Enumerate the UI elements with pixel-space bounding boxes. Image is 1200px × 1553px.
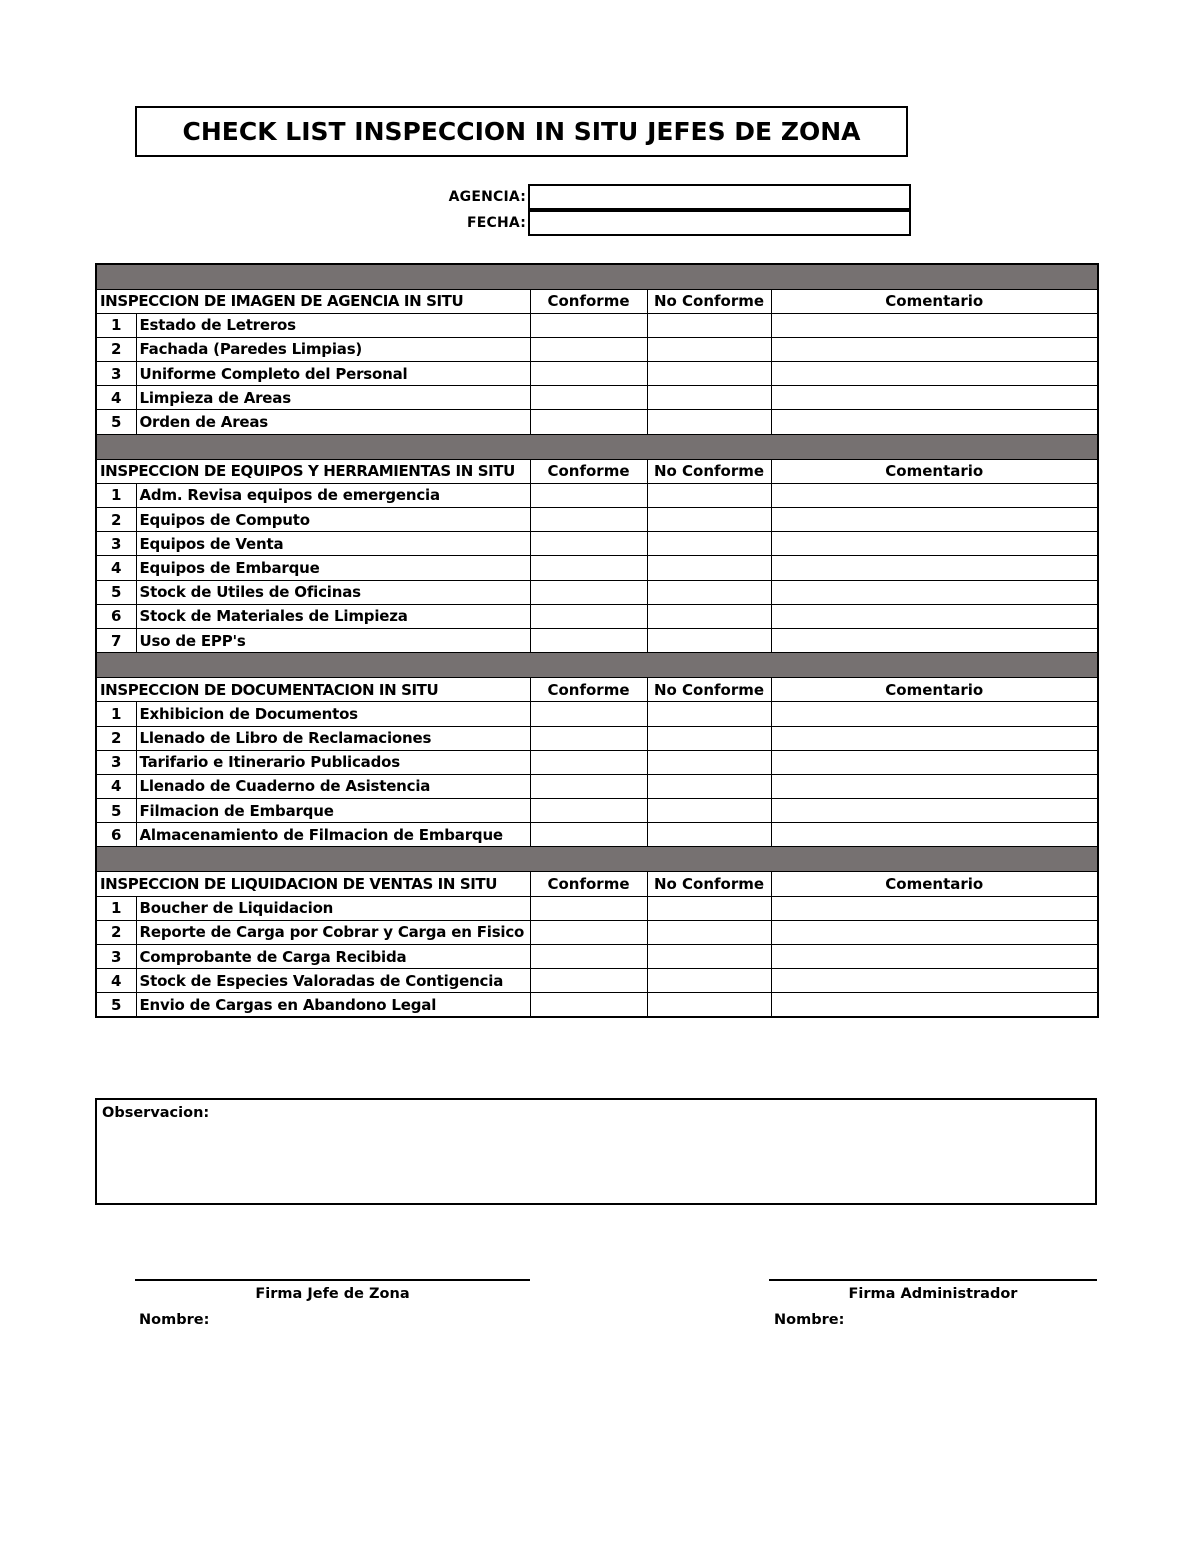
checklist-row [96, 313, 1098, 337]
checklist-row [96, 920, 1098, 944]
item-label: Orden de Areas [136, 410, 530, 434]
conforme-cell[interactable] [530, 556, 647, 580]
checklist-row [96, 969, 1098, 993]
item-label: Llenado de Cuaderno de Asistencia [136, 774, 530, 798]
item-number: 4 [96, 774, 136, 798]
no-conforme-cell[interactable] [647, 337, 771, 361]
column-header-no-conforme: No Conforme [647, 678, 771, 702]
item-number: 4 [96, 386, 136, 410]
conforme-cell[interactable] [530, 604, 647, 628]
item-label: Stock de Utiles de Oficinas [136, 580, 530, 604]
item-number: 1 [96, 313, 136, 337]
checklist-row [96, 580, 1098, 604]
comentario-cell[interactable] [771, 750, 1098, 774]
checklist-row [96, 702, 1098, 726]
section-header-row [96, 678, 1098, 702]
observacion-box[interactable] [95, 1098, 1097, 1205]
conforme-cell[interactable] [530, 628, 647, 652]
checklist-table [95, 263, 1099, 1018]
column-header-conforme: Conforme [530, 459, 647, 483]
no-conforme-cell[interactable] [647, 386, 771, 410]
section-header-row [96, 872, 1098, 896]
no-conforme-cell[interactable] [647, 945, 771, 969]
comentario-cell[interactable] [771, 362, 1098, 386]
item-number: 6 [96, 604, 136, 628]
checklist-row [96, 774, 1098, 798]
section-header-row [96, 459, 1098, 483]
agencia-label: AGENCIA: [448, 189, 526, 205]
no-conforme-cell[interactable] [647, 750, 771, 774]
checklist-row [96, 750, 1098, 774]
comentario-cell[interactable] [771, 799, 1098, 823]
item-label: Stock de Especies Valoradas de Contigencia [136, 969, 530, 993]
conforme-cell[interactable] [530, 532, 647, 556]
item-number: 5 [96, 993, 136, 1017]
item-label: Envio de Cargas en Abandono Legal [136, 993, 530, 1017]
signature-line-admin [769, 1279, 1097, 1281]
conforme-cell[interactable] [530, 969, 647, 993]
item-label: Equipos de Venta [136, 532, 530, 556]
no-conforme-cell[interactable] [647, 580, 771, 604]
conforme-cell[interactable] [530, 823, 647, 847]
no-conforme-cell[interactable] [647, 823, 771, 847]
item-number: 3 [96, 945, 136, 969]
column-header-comentario: Comentario [771, 872, 1098, 896]
comentario-cell[interactable] [771, 726, 1098, 750]
comentario-cell[interactable] [771, 386, 1098, 410]
checklist-row [96, 945, 1098, 969]
signature-line-jefe [135, 1279, 530, 1281]
no-conforme-cell[interactable] [647, 774, 771, 798]
no-conforme-cell[interactable] [647, 483, 771, 507]
comentario-cell[interactable] [771, 774, 1098, 798]
comentario-cell[interactable] [771, 483, 1098, 507]
fecha-label: FECHA: [466, 215, 526, 231]
item-label: Equipos de Embarque [136, 556, 530, 580]
signature-caption-admin: Firma Administrador [848, 1286, 1018, 1302]
item-number: 4 [96, 969, 136, 993]
checklist-row [96, 604, 1098, 628]
item-number: 2 [96, 337, 136, 361]
section-band [96, 653, 1098, 678]
conforme-cell[interactable] [530, 993, 647, 1017]
comentario-cell[interactable] [771, 604, 1098, 628]
item-label: Equipos de Computo [136, 508, 530, 532]
comentario-cell[interactable] [771, 920, 1098, 944]
column-header-comentario: Comentario [771, 678, 1098, 702]
no-conforme-cell[interactable] [647, 896, 771, 920]
checklist-row [96, 823, 1098, 847]
no-conforme-cell[interactable] [647, 993, 771, 1017]
agencia-field[interactable] [528, 184, 911, 210]
item-label: Llenado de Libro de Reclamaciones [136, 726, 530, 750]
comentario-cell[interactable] [771, 556, 1098, 580]
no-conforme-cell[interactable] [647, 556, 771, 580]
item-label: Filmacion de Embarque [136, 799, 530, 823]
item-label: Boucher de Liquidacion [136, 896, 530, 920]
no-conforme-cell[interactable] [647, 969, 771, 993]
no-conforme-cell[interactable] [647, 362, 771, 386]
conforme-cell[interactable] [530, 726, 647, 750]
comentario-cell[interactable] [771, 532, 1098, 556]
comentario-cell[interactable] [771, 945, 1098, 969]
item-label: Estado de Letreros [136, 313, 530, 337]
checklist-row [96, 799, 1098, 823]
section-band [96, 847, 1098, 872]
item-number: 1 [96, 702, 136, 726]
column-header-no-conforme: No Conforme [647, 872, 771, 896]
conforme-cell[interactable] [530, 920, 647, 944]
item-label: Uso de EPP's [136, 628, 530, 652]
column-header-conforme: Conforme [530, 872, 647, 896]
comentario-cell[interactable] [771, 313, 1098, 337]
comentario-cell[interactable] [771, 969, 1098, 993]
checklist-row [96, 726, 1098, 750]
item-label: Limpieza de Areas [136, 386, 530, 410]
no-conforme-cell[interactable] [647, 920, 771, 944]
column-header-no-conforme: No Conforme [647, 459, 771, 483]
item-label: Exhibicion de Documentos [136, 702, 530, 726]
no-conforme-cell[interactable] [647, 628, 771, 652]
section-band-cell [96, 434, 1098, 459]
item-number: 4 [96, 556, 136, 580]
comentario-cell[interactable] [771, 628, 1098, 652]
no-conforme-cell[interactable] [647, 799, 771, 823]
checklist-row [96, 410, 1098, 434]
item-label: Uniforme Completo del Personal [136, 362, 530, 386]
checklist-row [96, 993, 1098, 1017]
section-band-cell [96, 653, 1098, 678]
comentario-cell[interactable] [771, 993, 1098, 1017]
signature-caption-jefe: Firma Jefe de Zona [255, 1286, 410, 1302]
item-label: Fachada (Paredes Limpias) [136, 337, 530, 361]
section-title: INSPECCION DE LIQUIDACION DE VENTAS IN SITU [96, 872, 530, 896]
conforme-cell[interactable] [530, 896, 647, 920]
item-number: 2 [96, 920, 136, 944]
conforme-cell[interactable] [530, 386, 647, 410]
conforme-cell[interactable] [530, 702, 647, 726]
comentario-cell[interactable] [771, 337, 1098, 361]
section-title: INSPECCION DE IMAGEN DE AGENCIA IN SITU [96, 289, 530, 313]
conforme-cell[interactable] [530, 410, 647, 434]
checklist-row [96, 532, 1098, 556]
column-header-comentario: Comentario [771, 289, 1098, 313]
conforme-cell[interactable] [530, 580, 647, 604]
comentario-cell[interactable] [771, 580, 1098, 604]
item-number: 2 [96, 726, 136, 750]
conforme-cell[interactable] [530, 750, 647, 774]
section-header-row [96, 289, 1098, 313]
item-label: Tarifario e Itinerario Publicados [136, 750, 530, 774]
comentario-cell[interactable] [771, 410, 1098, 434]
conforme-cell[interactable] [530, 508, 647, 532]
item-number: 1 [96, 483, 136, 507]
item-number: 7 [96, 628, 136, 652]
section-band [96, 434, 1098, 459]
nombre-label-admin: Nombre: [774, 1312, 845, 1328]
item-label: Comprobante de Carga Recibida [136, 945, 530, 969]
item-label: Adm. Revisa equipos de emergencia [136, 483, 530, 507]
no-conforme-cell[interactable] [647, 313, 771, 337]
item-label: Reporte de Carga por Cobrar y Carga en Fisico [136, 920, 530, 944]
comentario-cell[interactable] [771, 896, 1098, 920]
no-conforme-cell[interactable] [647, 532, 771, 556]
column-header-comentario: Comentario [771, 459, 1098, 483]
no-conforme-cell[interactable] [647, 702, 771, 726]
item-number: 3 [96, 750, 136, 774]
checklist-row [96, 556, 1098, 580]
checklist-row [96, 483, 1098, 507]
conforme-cell[interactable] [530, 945, 647, 969]
conforme-cell[interactable] [530, 313, 647, 337]
item-label: Almacenamiento de Filmacion de Embarque [136, 823, 530, 847]
item-number: 3 [96, 362, 136, 386]
no-conforme-cell[interactable] [647, 604, 771, 628]
checklist-row [96, 508, 1098, 532]
item-label: Stock de Materiales de Limpieza [136, 604, 530, 628]
no-conforme-cell[interactable] [647, 508, 771, 532]
section-band-cell [96, 264, 1098, 289]
conforme-cell[interactable] [530, 362, 647, 386]
comentario-cell[interactable] [771, 702, 1098, 726]
item-number: 5 [96, 580, 136, 604]
section-title: INSPECCION DE DOCUMENTACION IN SITU [96, 678, 530, 702]
conforme-cell[interactable] [530, 774, 647, 798]
no-conforme-cell[interactable] [647, 726, 771, 750]
nombre-label-jefe: Nombre: [139, 1312, 210, 1328]
item-number: 6 [96, 823, 136, 847]
checklist-row [96, 337, 1098, 361]
section-band-cell [96, 847, 1098, 872]
section-title: INSPECCION DE EQUIPOS Y HERRAMIENTAS IN SITU [96, 459, 530, 483]
checklist-row [96, 362, 1098, 386]
item-number: 5 [96, 410, 136, 434]
no-conforme-cell[interactable] [647, 410, 771, 434]
column-header-conforme: Conforme [530, 289, 647, 313]
checklist-row [96, 386, 1098, 410]
item-number: 5 [96, 799, 136, 823]
comentario-cell[interactable] [771, 823, 1098, 847]
item-number: 3 [96, 532, 136, 556]
checklist-row [96, 896, 1098, 920]
page-title: CHECK LIST INSPECCION IN SITU JEFES DE ZONA [135, 106, 908, 157]
column-header-no-conforme: No Conforme [647, 289, 771, 313]
item-number: 2 [96, 508, 136, 532]
observacion-label: Observacion: [102, 1105, 210, 1121]
section-band [96, 264, 1098, 289]
comentario-cell[interactable] [771, 508, 1098, 532]
conforme-cell[interactable] [530, 337, 647, 361]
column-header-conforme: Conforme [530, 678, 647, 702]
item-number: 1 [96, 896, 136, 920]
conforme-cell[interactable] [530, 799, 647, 823]
conforme-cell[interactable] [530, 483, 647, 507]
fecha-field[interactable] [528, 210, 911, 236]
checklist-row [96, 628, 1098, 652]
